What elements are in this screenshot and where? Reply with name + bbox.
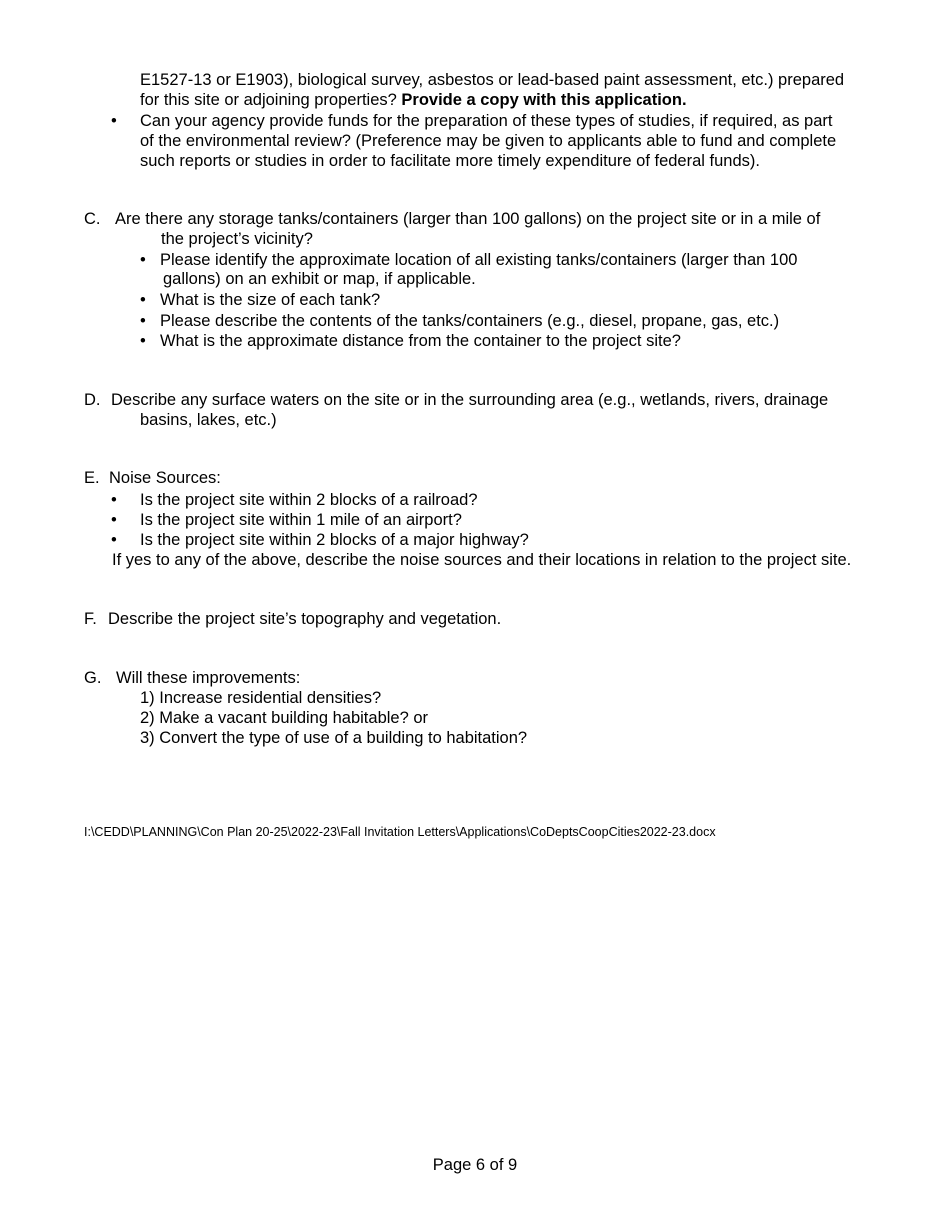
bullet-icon: •: [140, 291, 146, 309]
noise-followup: If yes to any of the above, describe the noise sources and their locations in relation to the project site.: [112, 551, 852, 569]
improvement-item-1: 1) Increase residential densities?: [140, 689, 382, 707]
section-c-question-line-2: the project’s vicinity?: [161, 230, 313, 248]
file-path: I:\CEDD\PLANNING\Con Plan 20-25\2022-23\Fall Invitation Letters\Applications\CoDeptsCoopCities2022-23.docx: [84, 825, 716, 839]
tank-location-line-2: gallons) on an exhibit or map, if applicable.: [163, 270, 476, 288]
tank-size-question: What is the size of each tank?: [160, 291, 381, 309]
bullet-icon: •: [111, 491, 117, 509]
section-d-question-line-2: basins, lakes, etc.): [140, 411, 277, 429]
bullet-icon: •: [111, 112, 117, 130]
page-number: Page 6 of 9: [432, 1156, 518, 1174]
funds-question-line-1: Can your agency provide funds for the preparation of these types of studies, if required, as part: [140, 112, 833, 130]
section-c-letter: C.: [84, 210, 101, 228]
section-c-question-line-1: Are there any storage tanks/containers (larger than 100 gallons) on the project site or in a mile of: [115, 210, 821, 228]
airport-question: Is the project site within 1 mile of an airport?: [140, 511, 462, 529]
tank-location-line-1: Please identify the approximate location of all existing tanks/containers (larger than 100: [160, 251, 798, 269]
bullet-icon: •: [111, 531, 117, 549]
railroad-question: Is the project site within 2 blocks of a railroad?: [140, 491, 478, 509]
highway-question: Is the project site within 2 blocks of a major highway?: [140, 531, 529, 549]
bullet-icon: •: [111, 511, 117, 529]
bullet-icon: •: [140, 312, 146, 330]
section-g-letter: G.: [84, 669, 102, 687]
section-b-line-2-text: for this site or adjoining properties?: [140, 91, 402, 109]
section-g-title: Will these improvements:: [116, 669, 301, 687]
section-b-line-2: [140, 90, 687, 110]
section-e-title: Noise Sources:: [109, 469, 221, 487]
tank-contents-question: Please describe the contents of the tanks/containers (e.g., diesel, propane, gas, etc.): [160, 312, 780, 330]
section-f-letter: F.: [84, 610, 97, 628]
section-e-letter: E.: [84, 469, 100, 487]
bullet-icon: •: [140, 251, 146, 269]
improvement-item-2: 2) Make a vacant building habitable? or: [140, 709, 429, 727]
section-b-line-1: E1527-13 or E1903), biological survey, asbestos or lead-based paint assessment, etc.) prepared: [140, 71, 845, 89]
section-f-question: Describe the project site’s topography and vegetation.: [108, 610, 502, 628]
tank-distance-question: What is the approximate distance from the container to the project site?: [160, 332, 681, 350]
bullet-icon: •: [140, 332, 146, 350]
funds-question-line-3: such reports or studies in order to facilitate more timely expenditure of federal funds).: [140, 152, 760, 170]
provide-copy-note: Provide a copy with this application.: [401, 91, 687, 109]
funds-question-line-2: of the environmental review? (Preference may be given to applicants able to fund and complete: [140, 132, 837, 150]
section-d-question-line-1: Describe any surface waters on the site or in the surrounding area (e.g., wetlands, rivers, drainage: [111, 391, 829, 409]
section-d-letter: D.: [84, 391, 101, 409]
improvement-item-3: 3) Convert the type of use of a building to habitation?: [140, 729, 528, 747]
